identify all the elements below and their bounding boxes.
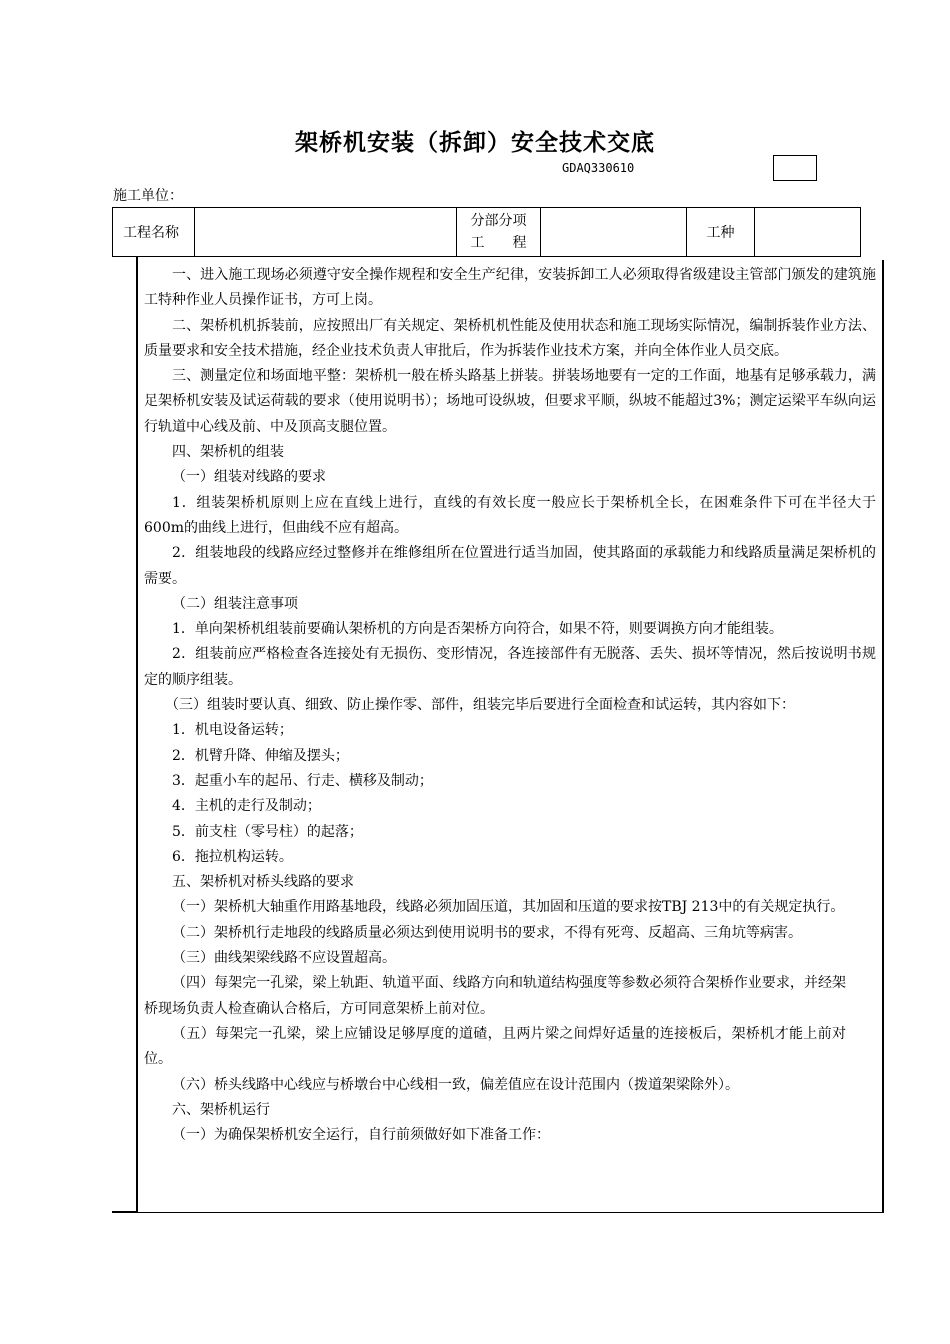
paragraph: 六、架桥机运行 bbox=[172, 1101, 270, 1118]
sub-project-label-line1: 分部分项 bbox=[470, 213, 527, 229]
construction-unit-label: 施工单位： bbox=[113, 188, 183, 204]
document-code: GDAQ330610 bbox=[562, 161, 635, 175]
work-type-value[interactable] bbox=[755, 208, 861, 257]
paragraph: （三）曲线架梁线路不应设置超高。 bbox=[172, 950, 396, 967]
project-name-value[interactable] bbox=[195, 208, 457, 257]
work-type-label: 工种 bbox=[687, 208, 755, 257]
paragraph: 5．前支柱（零号柱）的起落； bbox=[172, 823, 363, 840]
paragraph: 2．机臂升降、伸缩及摆头； bbox=[172, 747, 349, 764]
paragraph: （六）桥头线路中心线应与桥墩台中心线相一致，偏差值应在设计范围内（拨道架梁除外）。 bbox=[172, 1076, 739, 1093]
project-name-label: 工程名称 bbox=[113, 208, 195, 257]
paragraph: 五、架桥机对桥头线路的要求 bbox=[172, 874, 354, 891]
paragraph: （四）每架完一孔梁，梁上轨距、轨道平面、线路方向和轨道结构强度等参数必须符合架桥作业要求，并经架桥现场负责人检查确认合格后，方可同意架桥上前对位。 bbox=[144, 975, 846, 1017]
paragraph: 6．拖拉机构运转。 bbox=[172, 848, 293, 865]
paragraph: 3．起重小车的起吊、行走、横移及制动； bbox=[172, 772, 433, 789]
paragraph: 三、测量定位和场面地平整：架桥机一般在桥头路基上拼装。拼装场地要有一定的工作面，地基有足够承载力，满足架桥机安装及试运荷载的要求（使用说明书）；场地可设纵坡，但要求平顺，纵坡不能超过3%；测定运梁平车纵向运行轨道中心线及前、中及顶高支腿位置。 bbox=[144, 368, 876, 435]
paragraph: 二、架桥机机拆装前，应按照出厂有关规定、架桥机机性能及使用状态和施工现场实际情况，编制拆装作业方法、质量要求和安全技术措施，经企业技术负责人审批后，作为拆装作业技术方案，并向全体作业人员交底。 bbox=[144, 317, 876, 359]
paragraph: （五）每架完一孔梁，梁上应铺设足够厚度的道碴，且两片梁之间焊好适量的连接板后，架桥机才能上前对位。 bbox=[144, 1025, 846, 1068]
paragraph: 一、进入施工现场必须遵守安全操作规程和安全生产纪律，安装拆卸工人必须取得省级建设主管部门颁发的建筑施工特种作业人员操作证书，方可上岗。 bbox=[144, 267, 876, 309]
disclosure-content bbox=[144, 263, 876, 1148]
sub-project-label-line2: 工 程 bbox=[470, 235, 527, 251]
paragraph: 1．机电设备运转； bbox=[172, 722, 293, 739]
code-box bbox=[773, 155, 817, 181]
paragraph: （二）组装注意事项 bbox=[172, 595, 298, 612]
paragraph: 1．组装架桥机原则上应在直线上进行，直线的有效长度一般应长于架桥机全长，在困难条件下可在半径大于600m的曲线上进行，但曲线不应有超高。 bbox=[144, 494, 876, 536]
paragraph: 4．主机的走行及制动； bbox=[172, 798, 321, 815]
bottom-rule bbox=[112, 1211, 136, 1213]
paragraph: （一）组装对线路的要求 bbox=[172, 469, 326, 486]
paragraph: （一）架桥机大轴重作用路基地段，线路必须加固压道，其加固和压道的要求按TBJ 213中的有关规定执行。 bbox=[172, 899, 845, 916]
paragraph: 2．组装地段的线路应经过整修并在维修组所在位置进行适当加固，使其路面的承载能力和线路质量满足架桥机的需要。 bbox=[144, 545, 876, 587]
paragraph: （三）组装时要认真、细致、防止操作零、部件，组装完毕后要进行全面检查和试运转，其内容如下： bbox=[165, 697, 795, 714]
paragraph: 四、架桥机的组装 bbox=[172, 444, 284, 461]
sub-project-label bbox=[457, 208, 541, 257]
paragraph: （一）为确保架桥机安全运行，自行前须做好如下准备工作： bbox=[172, 1127, 550, 1144]
header-table bbox=[112, 207, 861, 257]
paragraph: 1．单向架桥机组装前要确认架桥机的方向是否架桥方向符合，如果不符，则要调换方向才能组装。 bbox=[172, 621, 783, 638]
paragraph: （二）架桥机行走地段的线路质量必须达到使用说明书的要求，不得有死弯、反超高、三角坑等病害。 bbox=[172, 924, 802, 941]
sub-project-value[interactable] bbox=[541, 208, 687, 257]
document-title: 架桥机安装（拆卸）安全技术交底 bbox=[295, 130, 655, 156]
left-margin-column bbox=[112, 257, 138, 1213]
paragraph: 2．组装前应严格检查各连接处有无损伤、变形情况，各连接部件有无脱落、丢失、损坏等情况，然后按说明书规定的顺序组装。 bbox=[144, 646, 876, 688]
